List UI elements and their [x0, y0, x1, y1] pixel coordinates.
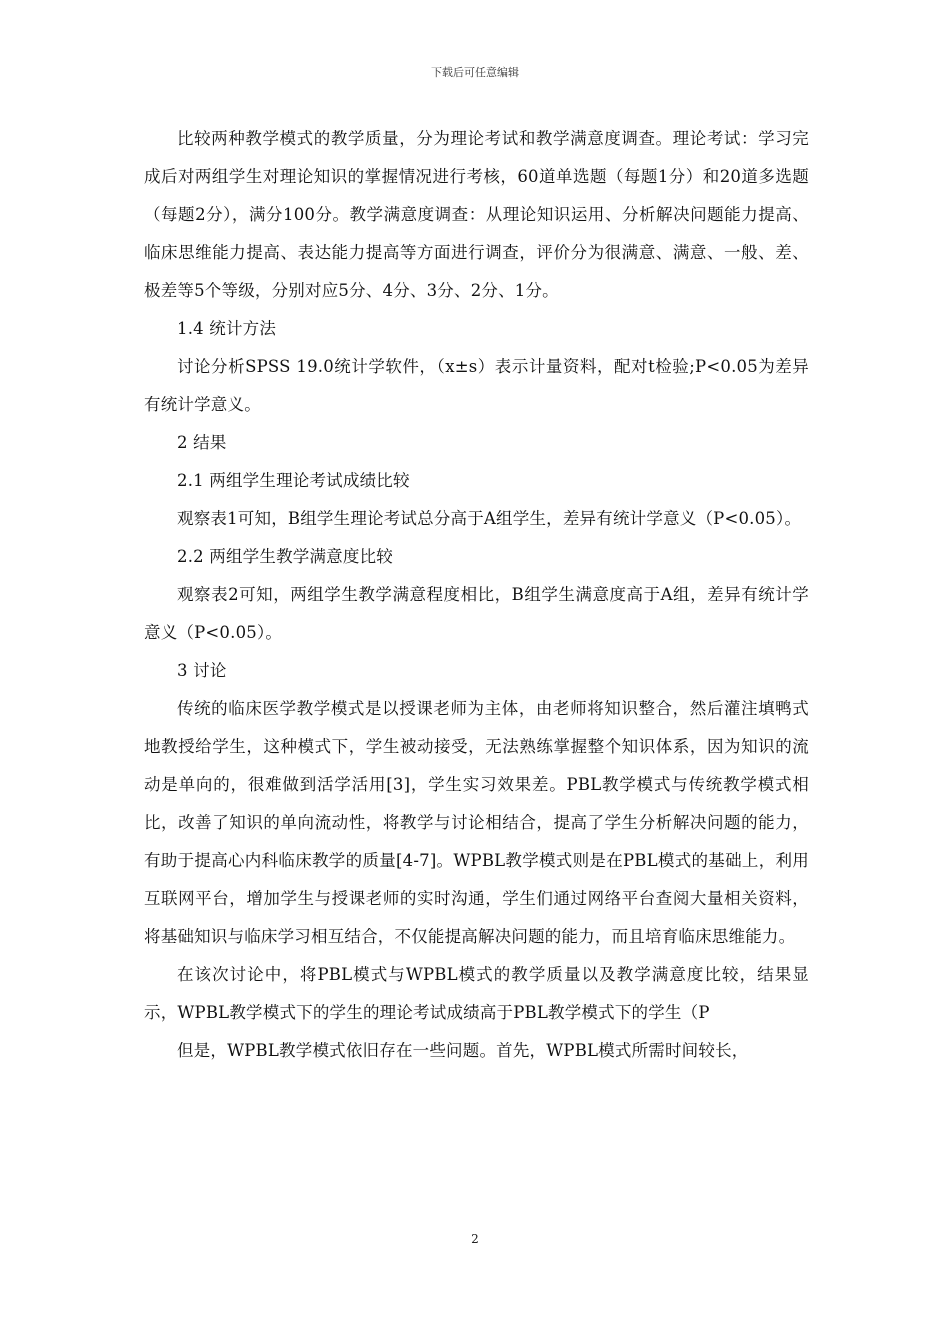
paragraph-discussion-2: 在该次讨论中，将PBL模式与WPBL模式的教学质量以及教学满意度比较，结果显示，WPBL教学模式下的学生的理论考试成绩高于PBL教学模式下的学生（P — [144, 965, 809, 1022]
page-number: 2 — [471, 1232, 479, 1246]
paragraph-evaluation-method: 比较两种教学模式的教学质量，分为理论考试和教学满意度调查。理论考试：学习完成后对两组学生对理论知识的掌握情况进行考核，60道单选题（每题1分）和20道多选题（每题2分），满分100分。教学满意度调查：从理论知识运用、分析解决问题能力提高、临床思维能力提高、表达能力提高等方面进行调查，评价分为很满意、满意、一般、差、极差等5个等级，分别对应5分、4分、3分、2分、1分。 — [144, 129, 809, 300]
paragraph-discussion-3: 但是，WPBL教学模式依旧存在一些问题。首先，WPBL模式所需时间较长， — [177, 1041, 749, 1060]
heading-2-2: 2.2 两组学生教学满意度比较 — [177, 547, 393, 566]
paragraph-discussion-1: 传统的临床医学教学模式是以授课老师为主体，由老师将知识整合，然后灌注填鸭式地教授给学生，这种模式下，学生被动接受，无法熟练掌握整个知识体系，因为知识的流动是单向的，很难做到活学活用[3]，学生实习效果差。PBL教学模式与传统教学模式相比，改善了知识的单向流动性，将教学与讨论相结合，提高了学生分析解决问题的能力，有助于提高心内科临床教学的质量[4-7]。WPBL教学模式则是在PBL模式的基础上，利用互联网平台，增加学生与授课老师的实时沟通，学生们通过网络平台查阅大量相关资料，将基础知识与临床学习相互结合，不仅能提高解决问题的能力，而且培育临床思维能力。 — [144, 699, 809, 946]
page-header: 下载后可任意编辑 — [431, 66, 519, 79]
heading-2: 2 结果 — [177, 433, 227, 452]
paragraph-result-2-2: 观察表2可知，两组学生教学满意程度相比，B组学生满意度高于A组，差异有统计学意义（P<0.05）。 — [144, 585, 809, 642]
paragraph-result-2-1: 观察表1可知，B组学生理论考试总分高于A组学生，差异有统计学意义（P<0.05）。 — [177, 509, 802, 528]
heading-3: 3 讨论 — [177, 661, 227, 680]
heading-2-1: 2.1 两组学生理论考试成绩比较 — [177, 471, 410, 490]
document-body — [144, 120, 809, 1070]
paragraph-statistics: 讨论分析SPSS 19.0统计学软件，（x±s）表示计量资料，配对t检验;P<0.05为差异有统计学意义。 — [144, 357, 809, 414]
heading-1-4: 1.4 统计方法 — [177, 319, 277, 338]
